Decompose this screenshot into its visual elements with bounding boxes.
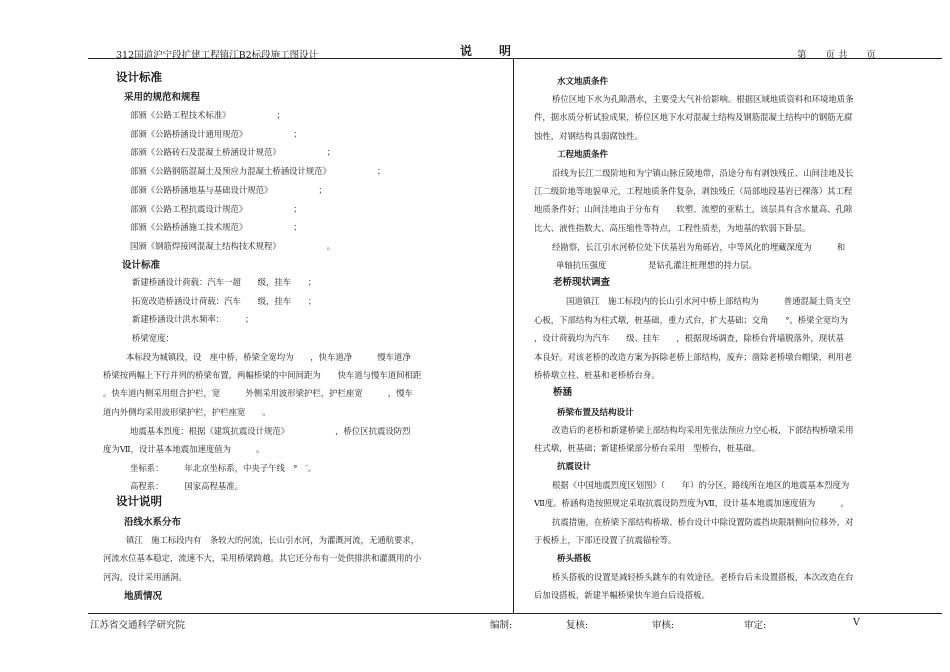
right-text-line: 抗震措施，在桥梁下部结构桥墩、桥台设计中除设置防震挡块限制侧向位移外，对 <box>552 517 854 527</box>
right-text-line: 江二级阶地等地貌单元，工程地质条件复杂，剥蚀残丘（局部地段基岩已裸落）其工程 <box>534 186 853 196</box>
left-text-line: 镇江 施工标段内有 条较大的河流，长山引水河，为灌溉河流，无通航要求， <box>126 535 420 545</box>
left-text-line: 坐标系： 年北京坐标系，中央子午线 ° ′。 <box>130 463 317 473</box>
right-text-line: 国道镇江 施工标段内的长山引水河中桥上部结构为 普通混凝土筒支空 <box>566 296 851 306</box>
left-heading: 设计说明 <box>116 494 162 508</box>
right-heading: 桥涵 <box>553 387 573 398</box>
right-text-line: 单轴抗压强度 是钻孔灌注桩理想的持力层。 <box>556 260 757 270</box>
left-text-line: 国颁《钢筋焊接网混凝土结构技术规程》 。 <box>130 241 336 251</box>
right-text-line: 根据《中国地震烈度区划图》（ 年）的分区，路线所在地区的地震基本烈度为 <box>552 480 850 490</box>
left-text-line: 度为Ⅶ，设计基本地震加速度值为 。 <box>103 444 265 454</box>
page-title: 说 明 <box>460 44 513 58</box>
right-heading: 水文地质条件 <box>557 77 609 87</box>
footer-rule <box>88 613 942 614</box>
left-text-line: 桥梁宽度： <box>132 333 174 343</box>
right-text-line: ，设计荷载均为汽车 级、挂车 ，根据现场调查，除桥台背墙脱落外，现状基 <box>534 333 844 343</box>
left-heading: 设计标准 <box>122 260 161 271</box>
footer-org: 江苏省交通科学研究院 <box>90 620 186 631</box>
left-text-line: 部颁《公路砖石及混凝土桥涵设计规范》 ； <box>130 147 336 157</box>
right-text-line: 经勘察，长江引水河桥位处下伏基岩为角砾岩，中等风化的埋藏深度为 和 <box>552 242 846 252</box>
left-heading: 地质情况 <box>124 591 163 602</box>
right-heading: 桥梁布置及结构设计 <box>557 408 634 418</box>
right-text-line: 桥位区地下水为孔隙潜水，主要受大气补给影响。根据区域地质资料和环境地质条 <box>552 94 854 104</box>
right-text-line: 改造后的老桥和新建桥梁上部结构均采用先张法预应力空心板，下部结构桥墩采用 <box>552 425 854 435</box>
left-text-line: 部颁《公路工程技术标准》 ； <box>130 110 285 120</box>
right-text-line: 地质条件好；山间洼地由于分布有 软塑、流塑的亚粘土，该层具有含水量高、孔隙 <box>534 204 853 214</box>
footer-audited: 审核: <box>652 620 675 631</box>
right-text-line: 心板，下部结构为柱式墩，桩基础，重力式台，扩大基础；交角 °。桥梁全宽均为 <box>534 315 849 325</box>
right-text-line: 蚀性，对钢结构具弱腐蚀性。 <box>534 131 643 141</box>
left-text-line: 河流水位基本稳定，流速不大，采用桥梁跨越。其它还分布有一处供排洪和灌溉用的小 <box>103 553 422 563</box>
right-heading: 工程地质条件 <box>557 150 609 160</box>
project-title: 312国道沪宁段扩建工程镇江B2标段施工图设计 <box>116 50 319 61</box>
left-heading: 设计标准 <box>116 70 162 84</box>
right-text-line: 比大、液性指数大、高压缩性等特点，工程性质差，为地基的软弱下卧层。 <box>534 223 811 233</box>
left-text-line: 道内外侧均采用波形梁护栏，护栏座宽 。 <box>103 407 271 417</box>
left-text-line: 本标段为城镇段，设 座中桥，桥梁全宽均为 ，快车道净 慢车道净 <box>126 352 411 362</box>
right-heading: 老桥现状调查 <box>553 277 611 288</box>
right-text-line: 于板桥上，下部还设置了抗震锚栓等。 <box>534 535 677 545</box>
left-text-line: 部颁《公路工程抗震设计规范》 ； <box>130 204 302 214</box>
left-text-line: 。快车道内侧采用组合护栏，宽 外侧采用波形梁护栏，护栏座宽 ，慢车 <box>103 388 413 398</box>
left-text-line: 河沟，设计采用涵洞。 <box>103 572 187 582</box>
left-text-line: 部颁《公路钢筋混凝土及预应力混凝土桥涵设计规范》 ； <box>130 166 386 176</box>
left-text-line: 拓宽改造桥涵设计荷载：汽车 级，挂车 ； <box>132 296 317 306</box>
left-heading: 沿线水系分布 <box>124 517 182 528</box>
left-text-line: 地震基本烈度：根据《建筑抗震设计规范》 ，桥位区抗震设防烈 <box>130 426 411 436</box>
right-text-line: Ⅶ度。桥涵构造按照规定采取抗震设防烈度为Ⅶ，设计基本地震加速度值为 。 <box>534 498 849 508</box>
footer-reviewed: 复核: <box>566 620 589 631</box>
right-text-line: 沿线为长江二级阶地和为宁镇山脉丘陵地带，沿途分布有剥蚀残丘、山间洼地及长 <box>552 168 854 178</box>
footer-compiled: 编制: <box>490 620 513 631</box>
right-text-line: 柱式墩，桩基础；新建桥梁部分桥台采用 型桥台，桩基础。 <box>534 443 761 453</box>
footer-approved: 审定: <box>744 620 767 631</box>
left-text-line: 部颁《公路桥涵地基与基础设计规范》 ； <box>130 185 327 195</box>
left-text-line: 新建桥涵设计荷载：汽车一超 级，挂车 ； <box>132 277 317 287</box>
left-text-line: 高程系： 国家高程基准。 <box>130 481 244 491</box>
footer-code: V <box>853 617 860 628</box>
page-number: 第 页 共 页 <box>797 50 877 61</box>
left-text-line: 新建桥涵设计洪水频率： ； <box>132 314 254 324</box>
right-text-line: 件，据水质分析试验成果，桥位区地下水对混凝土结构及钢筋混凝土结构中的钢筋无腐 <box>534 112 853 122</box>
right-heading: 抗震设计 <box>557 462 592 472</box>
right-text-line: 桥头搭板的设置是减轻桥头跳车的有效途径。老桥台后未设置搭板，本次改造在台 <box>552 572 854 582</box>
right-text-line: 本良好。对该老桥的改造方案为拆除老桥上部结构，废弃；凿除老桥墩台帽梁，利用老 <box>534 352 853 362</box>
left-text-line: 部颁《公路桥涵施工技术规范》 ； <box>130 222 302 232</box>
right-text-line: 后加设搭板，新建半幅桥梁快车道台后设搭板。 <box>534 590 710 600</box>
left-text-line: 桥梁按两幅上下行并列的桥梁布置，两幅桥梁的中间间距为 快车道与慢车道间相距 <box>103 370 422 380</box>
right-heading: 桥头搭板 <box>557 554 592 564</box>
left-text-line: 部颁《公路桥涵设计通用规范》 ； <box>130 129 302 139</box>
left-heading: 采用的规范和规程 <box>124 92 201 103</box>
right-text-line: 桥桥墩立柱、桩基和老桥桥台身。 <box>534 370 660 380</box>
